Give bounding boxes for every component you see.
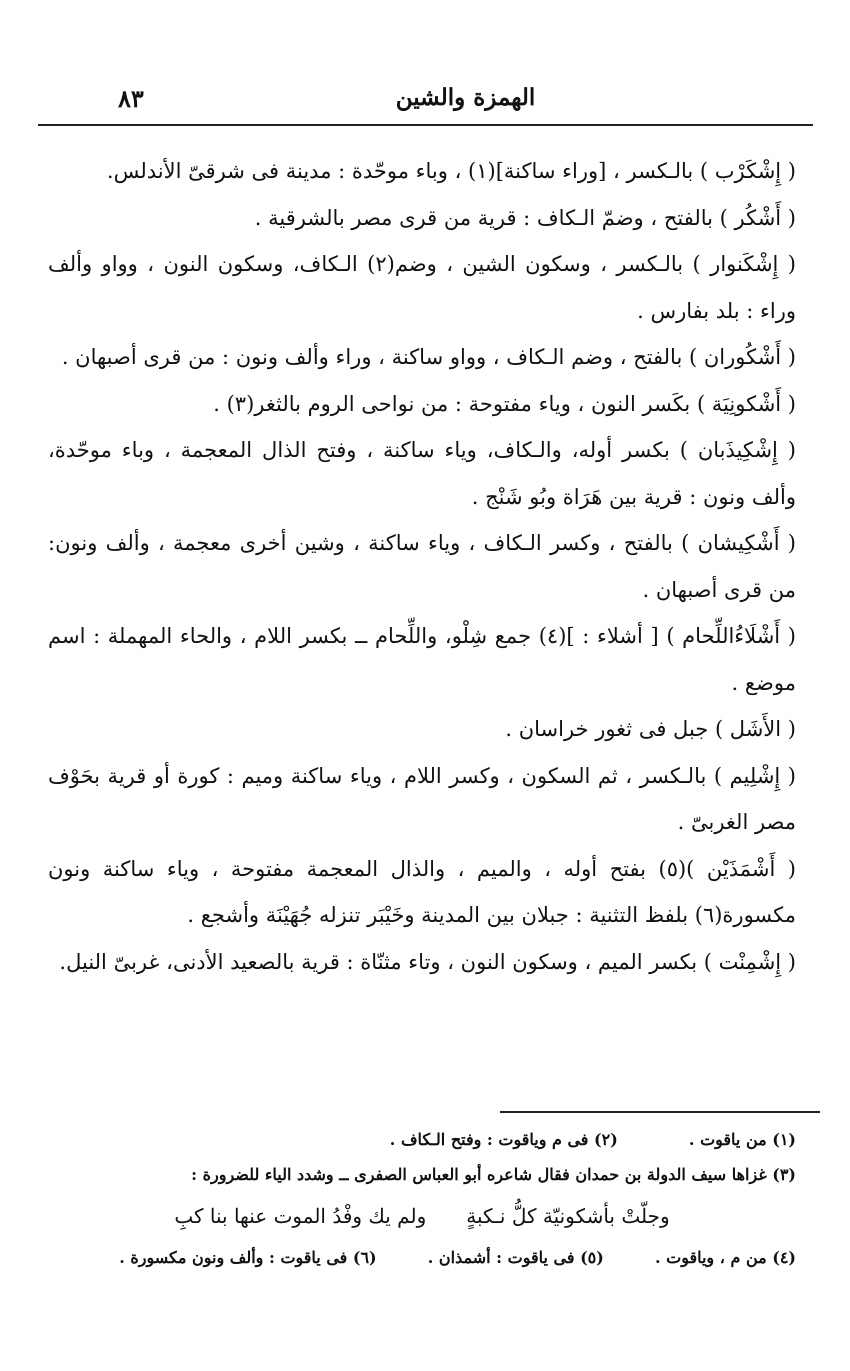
footnote-1: (١) من ياقوت . [688, 1130, 796, 1149]
page-number: ٨٣ [118, 84, 144, 113]
entry-ashkuniya: ( أَشْكونِيَة ) بكَسر النون ، وياء مفتوحة : من نواحى الروم بالثغر(٣) . [213, 391, 796, 416]
entry-ishkanwar: ( إِشْكَنوار ) بالـكسر ، وسكون الشين ، وضم(٢) الـكاف، وسكون النون ، وواو وألف وراء : بلد بفارس . [48, 252, 797, 323]
verse [48, 1192, 796, 1240]
footnote-5: (٥) فى ياقوت : أشمذان . [427, 1248, 604, 1267]
footnote-line-4 [48, 1240, 796, 1275]
footnote-line-1 [48, 1122, 796, 1157]
entry-alashal: ( الأَشَل ) جبل فى ثغور خراسان . [505, 717, 796, 741]
entry-ishkidhaban: ( إِشْكِيذَبان ) بكسر أوله، والـكاف، وياء ساكنة ، وفتح الذال المعجمة ، وباء موحّدة، وألف ونون : قرية بين هَرَاة وبُو شَنْج . [48, 438, 796, 509]
footnote-rule [500, 1111, 820, 1113]
entry-ashkur: ( أَشْكُر ) بالفتح ، وضمّ الـكاف : قرية من قرى مصر بالشرقية . [254, 205, 796, 230]
entry-ashkuran: ( أَشْكُوران ) بالفتح ، وضم الـكاف ، وواو ساكنة ، وراء وألف ونون : من قرى أصبهان . [61, 345, 796, 369]
body-text [48, 148, 796, 985]
footnotes [48, 1122, 796, 1275]
entry-ishmint: ( إِشْمِنْت ) بكسر الميم ، وسكون النون ، وتاء مثنّاة : قرية بالصعيد الأدنى، غربىّ النيل. [59, 949, 796, 974]
footnote-3: (٣) غزاها سيف الدولة بن حمدان فقال شاعره أبو العباس الصفرى ــ وشدد الياء للضرورة : [191, 1165, 796, 1184]
footnote-6: (٦) فى ياقوت : وألف ونون مكسورة . [119, 1248, 377, 1267]
footnote-2: (٢) فى م وياقوت : وفتح الـكاف . [389, 1130, 618, 1149]
header-rule [38, 124, 813, 126]
entry-ashmadhayn: ( أَشْمَذَيْن )(٥) بفتح أوله ، والميم ، والذال المعجمة مفتوحة ، وياء ساكنة ونون مكسورة(٦) بلفظ التثنية : جبلان بين المدينة وخَيْبَر تنزله جُهَيْنَة وأشجع . [48, 856, 796, 927]
footnote-line-3 [48, 1157, 796, 1192]
entry-ishlim: ( إِشْلِيم ) بالـكسر ، ثم السكون ، وكسر اللام ، وياء ساكنة وميم : كورة أو قرية بحَوْف مصر الغربىّ . [48, 763, 796, 834]
footnote-4: (٤) من م ، وياقوت . [654, 1248, 796, 1267]
verse-second-hemistich: ولم يك وفْدُ الموت عنها بنا كبِ [174, 1204, 427, 1228]
entry-ashla-allihham: ( أَشْلَاءُاللِّحام ) [ أشلاء : ](٤) جمع شِلْو، واللِّحام ــ بكسر اللام ، والحاء المهملة : اسم موضع . [48, 624, 796, 695]
entry-ishkarb: ( إِشْكَرْب ) بالـكسر ، [وراء ساكنة](١) ، وباء موحّدة : مدينة فى شرقىّ الأندلس. [106, 159, 796, 183]
running-title: الهمزة والشين [395, 84, 536, 111]
page-header [118, 84, 813, 120]
entry-ashkishan: ( أَشْكِيشان ) بالفتح ، وكسر الـكاف ، وياء ساكنة ، وشين أخرى معجمة ، وألف ونون: من قرى أصبهان . [48, 531, 796, 602]
verse-first-hemistich: وجلّتْ بأشكونيّة كلُّ نـكبةٍ [466, 1204, 670, 1228]
